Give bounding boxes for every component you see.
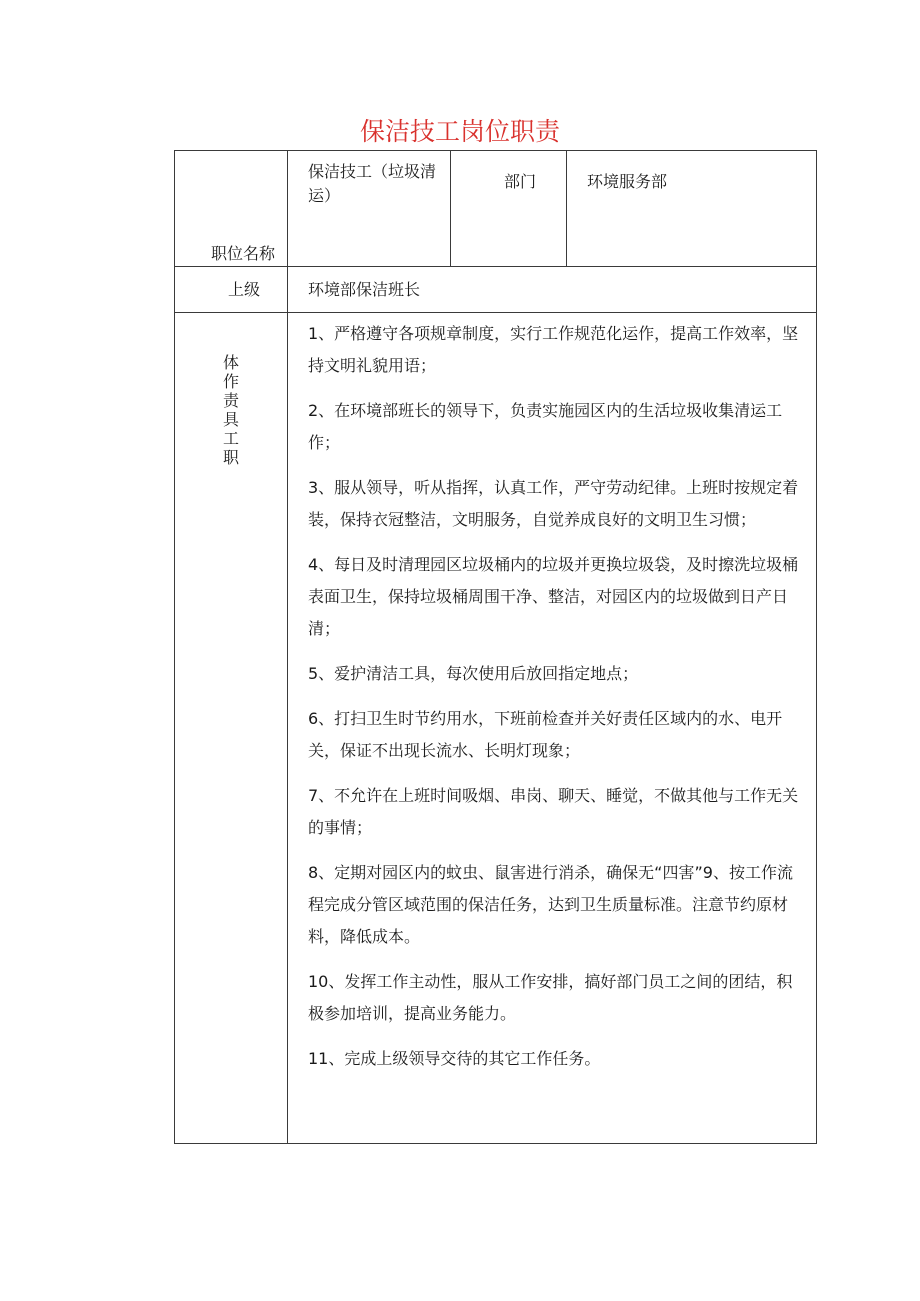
duties-list [308, 318, 808, 1088]
duty-item: 7、不允许在上班时间吸烟、串岗、聊天、睡觉，不做其他与工作无关的事情； [308, 786, 799, 837]
column-divider [566, 150, 567, 266]
column-divider [287, 150, 288, 1144]
duty-item: 4、每日及时清理园区垃圾桶内的垃圾并更换垃圾袋，及时擦洗垃圾桶表面卫生，保持垃圾桶周围干净、整洁，对园区内的垃圾做到日产日清； [308, 555, 799, 638]
position-name-value: 保洁技工（垃圾清运） [308, 162, 437, 205]
superior-label: 上级 [228, 280, 261, 299]
superior-value: 环境部保洁班长 [308, 280, 421, 299]
position-name-label: 职位名称 [211, 244, 276, 263]
duty-item: 8、定期对园区内的蚊虫、鼠害进行消杀，确保无“四害”9、按工作流程完成分管区域范围的保洁任务，达到卫生质量标准。注意节约原材料，降低成本。 [308, 863, 793, 946]
duty-item: 3、服从领导，听从指挥，认真工作，严守劳动纪律。上班时按规定着装，保持衣冠整洁，文明服务，自觉养成良好的文明卫生习惯； [308, 478, 799, 529]
row-divider [174, 312, 817, 313]
duties-label: 体作责具工职 [222, 353, 239, 467]
duty-item: 11、完成上级领导交待的其它工作任务。 [308, 1049, 601, 1068]
duty-item: 10、发挥工作主动性，服从工作安排，搞好部门员工之间的团结，积极参加培训，提高业务能力。 [308, 972, 793, 1023]
duty-item: 1、严格遵守各项规章制度，实行工作规范化运作，提高工作效率，坚持文明礼貌用语； [308, 324, 799, 375]
department-value: 环境服务部 [587, 172, 668, 191]
duty-item: 6、打扫卫生时节约用水，下班前检查并关好责任区域内的水、电开关，保证不出现长流水、长明灯现象； [308, 709, 783, 760]
column-divider [450, 150, 451, 266]
duty-item: 2、在环境部班长的领导下，负责实施园区内的生活垃圾收集清运工作； [308, 401, 783, 452]
duty-item: 5、爱护清洁工具，每次使用后放回指定地点； [308, 664, 639, 683]
page-title: 保洁技工岗位职责 [359, 117, 560, 146]
department-label: 部门 [504, 172, 537, 191]
